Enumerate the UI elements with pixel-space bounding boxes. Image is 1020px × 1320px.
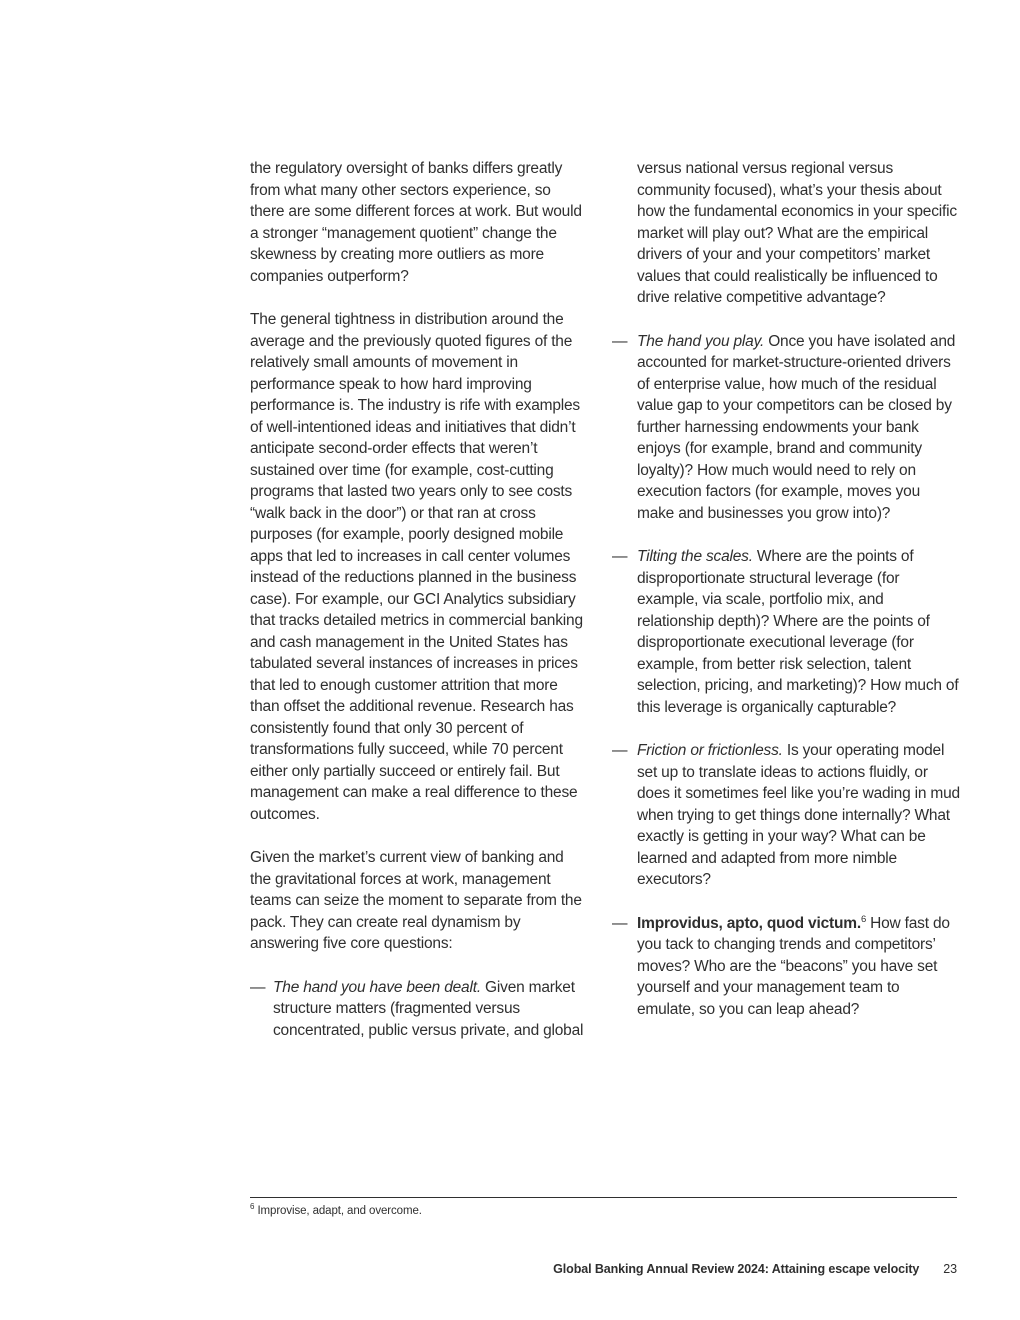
report-title: Global Banking Annual Review 2024: Attaining escape velocity	[553, 1262, 920, 1276]
bullet-body: Is your operating model set up to translate ideas to actions fluidly, or does it sometimes feel like you’re wading in mud when trying to get things done internally? What exactly is getting in your way? What can be learned and adapted from more nimble executors?	[637, 742, 960, 888]
bullet-body: Where are the points of disproportionate structural leverage (for example, via scale, portfolio mix, and relationship depth)? Where are the points of disproportionate executional leverage (for example, from better risk selection, talent selection, pricing, and marketing)? How much of this leverage is organically capturable?	[637, 548, 959, 716]
footnote-marker: 6	[250, 1202, 255, 1212]
bullet-friction-or-frictionless	[612, 740, 960, 891]
paragraph-general-tightness: The general tightness in distribution around the average and the previously quoted figures of the relatively small amounts of movement in performance speak to how hard improving performance is. The industry is rife with examples of well-intentioned ideas and initiatives that didn’t anticipate second-order effects that weren’t sustained over time (for example, cost-cutting programs that lasted two years only to see costs “walk back in the door”) or that ran at cross purposes (for example, poorly designed mobile apps that led to increases in call center volumes instead of the reductions planned in the business case). For example, our GCI Analytics subsidiary that tracks detailed metrics in commercial banking and cash management in the United States has tabulated several instances of increases in prices that led to enough customer attrition that more than offset the additional revenue. Research has consistently found that only 30 percent of transformations fully succeed, while 70 percent either only partially succeed or entirely fail. But management can make a real difference to these outcomes.	[250, 311, 583, 823]
bullet-dash: —	[612, 742, 628, 759]
footnote-text: Improvise, adapt, and overcome.	[254, 1205, 422, 1217]
bullet-hand-you-have-been-dealt	[250, 977, 584, 1042]
bullet-text	[637, 331, 960, 525]
bullet-text	[637, 546, 960, 718]
bullet-text	[637, 740, 960, 891]
right-column	[612, 158, 960, 1042]
bullet-body: Once you have isolated and accounted for market-structure-oriented drivers of enterprise value, how much of the residual value gap to your competitors can be closed by further harnessing endowments your bank enjoys (for example, brand and community loyalty)? How much would need to rely on execution factors (for example, moves you make and businesses you grow into)?	[637, 332, 956, 522]
bullet-dash: —	[612, 914, 628, 932]
bullet-text	[637, 913, 960, 1021]
paragraph-continuation: versus national versus regional versus community focused), what’s your thesis about how the fundamental economics in your specific market will play out? What are the empirical drivers of your and your competitors’ market values that could realistically be influenced to drive relative competitive advantage?	[637, 160, 957, 306]
bullet-body: How fast do you tack to changing trends and competitors’ moves? Who are the “beacons” you have set yourself and your management team to emulate, so you can leap ahead?	[637, 914, 950, 1018]
bullet-lead: The hand you play.	[637, 332, 765, 350]
page-footer	[553, 1261, 957, 1277]
footnote-reference: 6	[860, 913, 867, 925]
bullet-tilting-the-scales	[612, 546, 960, 718]
paragraph-regulatory-oversight: the regulatory oversight of banks differs greatly from what many other sectors experience, so there are some different forces at work. But would a stronger “management quotient” change the skewness by creating more outliers as more companies outperform?	[250, 160, 582, 285]
bullet-improvidus	[612, 913, 960, 1021]
bullet-body: Given market structure matters (fragmented versus concentrated, public versus private, and global	[273, 978, 584, 1039]
bullet-lead: Tilting the scales.	[637, 548, 753, 565]
footnote-divider	[250, 1197, 957, 1198]
bullet-lead: Improvidus, apto, quod victum.	[637, 914, 861, 932]
left-column	[250, 158, 584, 1063]
paragraph-core-questions-intro: Given the market’s current view of banking and the gravitational forces at work, management teams can seize the moment to separate from the pack. They can create real dynamism by answering five core questions:	[250, 849, 582, 952]
bullet-text	[273, 977, 584, 1042]
bullet-dash: —	[612, 548, 628, 565]
bullet-dash: —	[612, 332, 628, 350]
bullet-hand-you-play	[612, 331, 960, 525]
footnote	[250, 1204, 957, 1219]
bullet-lead: The hand you have been dealt.	[273, 978, 481, 996]
bullet-dash: —	[250, 978, 266, 996]
bullet-lead: Friction or frictionless.	[637, 742, 783, 759]
page-number: 23	[943, 1262, 957, 1276]
